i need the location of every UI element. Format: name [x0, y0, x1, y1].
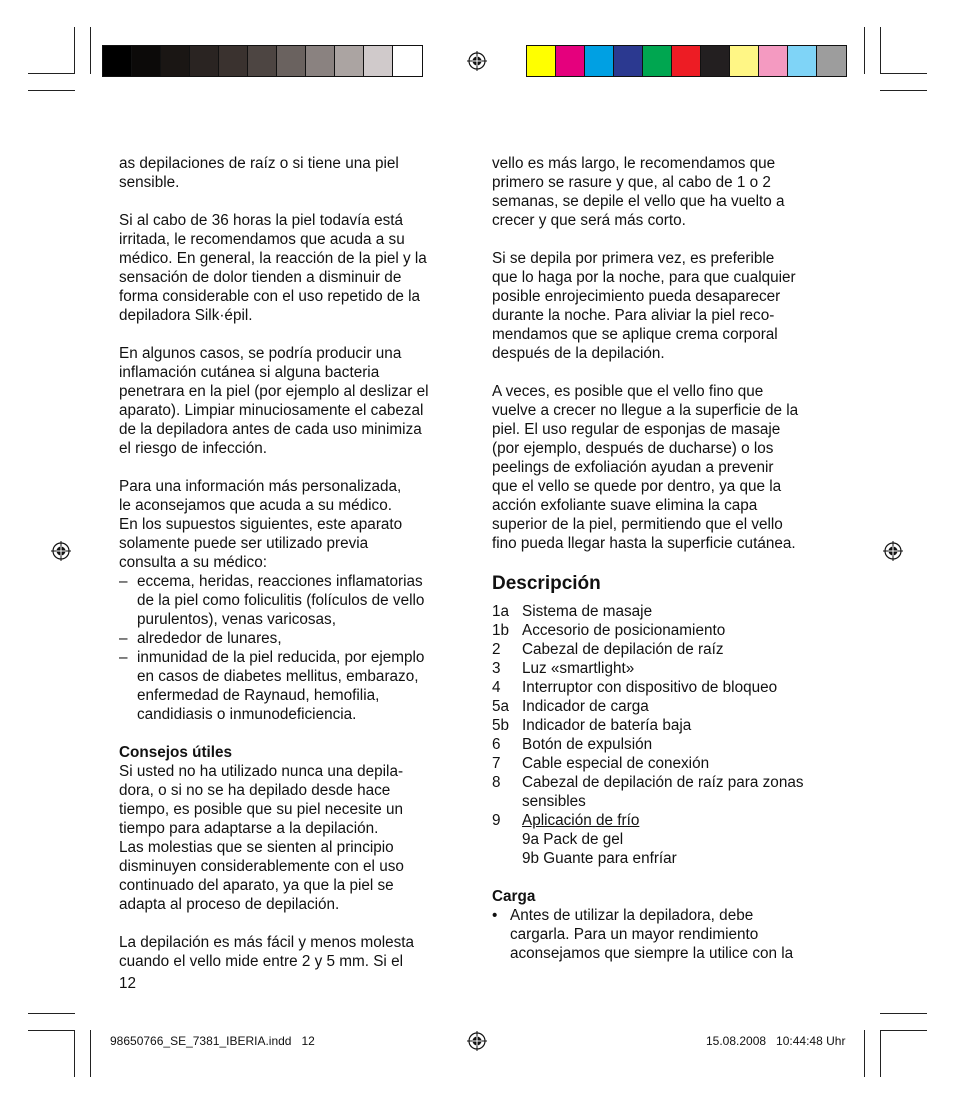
paragraph: [492, 154, 837, 230]
text-line: continuado del aparato, ya que la piel se: [119, 877, 394, 894]
color-swatch: [643, 46, 672, 76]
description-item: [492, 754, 837, 773]
color-swatch: [248, 46, 277, 76]
description-item: [492, 773, 837, 811]
left-column: [119, 154, 464, 971]
crop-mark: [74, 1030, 75, 1077]
text-line: crecer y que será más corto.: [492, 212, 686, 229]
footer-datetime: 15.08.2008 10:44:48 Uhr: [706, 1034, 846, 1048]
paragraph: [119, 344, 464, 458]
text-line: posible enrojecimiento pueda desaparecer: [492, 288, 781, 305]
text-line: superior de la piel, permitiendo que el vello: [492, 516, 783, 533]
crop-mark: [90, 1030, 91, 1077]
text-line: sensibles: [522, 793, 586, 810]
color-swatch: [103, 46, 132, 76]
item-number: 5a: [492, 698, 510, 715]
grayscale-color-bar: [102, 45, 423, 77]
footer-file-info: 98650766_SE_7381_IBERIA.indd 12: [110, 1034, 315, 1048]
text-line: A veces, es posible que el vello fino que: [492, 383, 764, 400]
crop-mark: [28, 73, 75, 74]
dash-item-text: [137, 648, 464, 724]
description-item: [492, 716, 837, 735]
text-line: eccema, heridas, reacciones inflamatorias: [137, 573, 423, 590]
crop-mark: [880, 1030, 927, 1031]
registration-mark-icon: [467, 51, 487, 71]
color-swatch: [556, 46, 585, 76]
crop-mark: [880, 90, 927, 91]
text-line: de la depiladora antes de cada uso minimiza: [119, 421, 422, 438]
item-label: [522, 659, 634, 678]
text-line: en casos de diabetes mellitus, embarazo,: [137, 668, 419, 685]
right-column: [492, 154, 837, 963]
page-number: 12: [119, 975, 137, 992]
bullet-item-text: [510, 906, 837, 963]
crop-mark: [880, 1030, 881, 1077]
dash-item-text: [137, 629, 464, 648]
text-line: (por ejemplo, después de ducharse) o los: [492, 440, 774, 457]
color-swatch: [393, 46, 422, 76]
description-item: [492, 811, 837, 830]
crop-mark: [90, 27, 91, 74]
paragraph: [119, 211, 464, 325]
color-swatch: [585, 46, 614, 76]
text-line: el riesgo de infección.: [119, 440, 267, 457]
text-line: Para una información más personalizada,: [119, 478, 402, 495]
color-swatch: [132, 46, 161, 76]
text-line: semanas, se depile el vello que ha vuelto a: [492, 193, 785, 210]
paragraph: [492, 382, 837, 553]
crop-mark: [28, 90, 75, 91]
text-line: candidiasis o inmunodeficiencia.: [137, 706, 357, 723]
charge-heading: Carga: [492, 888, 536, 905]
bullet-marker: •: [492, 907, 498, 924]
description-item: [492, 678, 837, 697]
text-line: de la piel como foliculitis (folículos de vello: [137, 592, 425, 609]
text-line: forma considerable con el uso repetido de la: [119, 288, 421, 305]
text-line: piel. El uso regular de esponjas de masaje: [492, 421, 781, 438]
item-label: [522, 602, 652, 621]
crop-mark: [28, 1030, 75, 1031]
text-line: solamente puede ser utilizado previa: [119, 535, 369, 552]
tips-heading: Consejos útiles: [119, 744, 233, 761]
dash-item-text: [137, 572, 464, 629]
text-line: Indicador de carga: [522, 698, 649, 715]
color-swatch: [190, 46, 219, 76]
item-number: 8: [492, 774, 501, 791]
description-item: [492, 697, 837, 716]
dash-list: [119, 572, 464, 724]
text-line: Aplicación de frío: [522, 812, 640, 829]
item-label: [522, 754, 709, 773]
color-swatch: [614, 46, 643, 76]
text-line: as depilaciones de raíz o si tiene una piel: [119, 155, 399, 172]
text-line: En los supuestos siguientes, este aparato: [119, 516, 403, 533]
sub-item: 9a Pack de gel: [522, 831, 624, 848]
text-line: Antes de utilizar la depiladora, debe: [510, 907, 754, 924]
text-line: cuando el vello mide entre 2 y 5 mm. Si el: [119, 953, 403, 970]
text-line: cargarla. Para un mayor rendimiento: [510, 926, 759, 943]
text-line: disminuyen considerablemente con el uso: [119, 858, 404, 875]
color-swatch: [335, 46, 364, 76]
text-line: vello es más largo, le recomendamos que: [492, 155, 776, 172]
color-swatch: [364, 46, 393, 76]
text-line: penetrara en la piel (por ejemplo al deslizar el: [119, 383, 429, 400]
item-number: 9: [492, 812, 501, 829]
crop-mark: [864, 27, 865, 74]
text-line: mendamos que se aplique crema corporal: [492, 326, 778, 343]
text-line: Cable especial de conexión: [522, 755, 710, 772]
text-line: sensación de dolor tienden a disminuir de: [119, 269, 402, 286]
text-line: purulentos), venas varicosas,: [137, 611, 336, 628]
item-number: 1a: [492, 603, 510, 620]
dash-list-item: [119, 572, 464, 629]
bullet-list-item: [492, 906, 837, 963]
process-color-bar: [526, 45, 847, 77]
crop-mark: [74, 27, 75, 74]
text-line: fino pueda llegar hasta la superficie cutánea.: [492, 535, 796, 552]
item-number: 5b: [492, 717, 510, 734]
text-line: Si usted no ha utilizado nunca una depila-: [119, 763, 404, 780]
text-line: que el vello se quede por dentro, ya que la: [492, 478, 782, 495]
item-label: [522, 697, 649, 716]
text-line: Si al cabo de 36 horas la piel todavía está: [119, 212, 404, 229]
color-swatch: [672, 46, 701, 76]
text-line: dora, o si no se ha depilado desde hace: [119, 782, 391, 799]
item-label: [522, 621, 725, 640]
text-line: Si se depila por primera vez, es preferible: [492, 250, 775, 267]
text-line: inflamación cutánea si alguna bacteria: [119, 364, 380, 381]
text-line: alrededor de lunares,: [137, 630, 282, 647]
description-item: [492, 621, 837, 640]
text-line: Botón de expulsión: [522, 736, 653, 753]
text-line: Las molestias que se sienten al principio: [119, 839, 394, 856]
color-swatch: [701, 46, 730, 76]
color-swatch: [759, 46, 788, 76]
text-line: peelings de exfoliación ayudan a prevenir: [492, 459, 774, 476]
color-swatch: [730, 46, 759, 76]
text-line: Indicador de batería baja: [522, 717, 692, 734]
item-label: [522, 811, 639, 830]
text-line: aconsejamos que siempre la utilice con la: [510, 945, 794, 962]
dash-list-item: [119, 629, 464, 648]
item-number: 2: [492, 641, 501, 658]
item-number: 6: [492, 736, 501, 753]
item-label: [522, 773, 803, 811]
color-swatch: [161, 46, 190, 76]
text-line: aparato). Limpiar minuciosamente el cabezal: [119, 402, 424, 419]
description-item: [492, 602, 837, 621]
text-line: tiempo para adaptarse a la depilación.: [119, 820, 379, 837]
color-swatch: [817, 46, 846, 76]
item-label: [522, 640, 724, 659]
crop-mark: [880, 73, 927, 74]
crop-mark: [28, 1013, 75, 1014]
text-line: Accesorio de posicionamiento: [522, 622, 726, 639]
crop-mark: [880, 27, 881, 74]
text-line: irritada, le recomendamos que acuda a su: [119, 231, 405, 248]
text-line: vuelve a crecer no llegue a la superficie de la: [492, 402, 799, 419]
description-item: [492, 659, 837, 678]
dash-list-item: [119, 648, 464, 724]
text-line: durante la noche. Para aliviar la piel reco-: [492, 307, 775, 324]
text-line: Luz «smartlight»: [522, 660, 635, 677]
sub-item: 9b Guante para enfríar: [522, 850, 677, 867]
color-swatch: [788, 46, 817, 76]
item-number: 4: [492, 679, 501, 696]
text-line: tiempo, es posible que su piel necesite un: [119, 801, 404, 818]
crop-mark: [880, 1013, 927, 1014]
text-line: acción exfoliante suave elimina la capa: [492, 497, 758, 514]
registration-mark-icon: [883, 541, 903, 561]
description-heading: Descripción: [492, 573, 601, 594]
text-line: Cabezal de depilación de raíz: [522, 641, 724, 658]
paragraph: [119, 762, 464, 914]
description-item: [492, 640, 837, 659]
text-line: La depilación es más fácil y menos molesta: [119, 934, 415, 951]
item-number: 1b: [492, 622, 510, 639]
text-line: médico. En general, la reacción de la piel y la: [119, 250, 427, 267]
paragraph: [119, 933, 464, 971]
text-line: En algunos casos, se podría producir una: [119, 345, 402, 362]
item-label: [522, 678, 777, 697]
crop-mark: [864, 1030, 865, 1077]
dash-marker: –: [119, 630, 128, 647]
paragraph: [119, 477, 464, 572]
dash-marker: –: [119, 573, 128, 590]
color-swatch: [527, 46, 556, 76]
text-line: primero se rasure y que, al cabo de 1 o 2: [492, 174, 771, 191]
item-label: [522, 735, 652, 754]
color-swatch: [277, 46, 306, 76]
text-line: Sistema de masaje: [522, 603, 653, 620]
color-swatch: [306, 46, 335, 76]
text-line: Interruptor con dispositivo de bloqueo: [522, 679, 778, 696]
text-line: que lo haga por la noche, para que cualquier: [492, 269, 796, 286]
item-number: 3: [492, 660, 501, 677]
text-line: Cabezal de depilación de raíz para zonas: [522, 774, 804, 791]
text-line: consulta a su médico:: [119, 554, 267, 571]
color-swatch: [219, 46, 248, 76]
text-line: sensible.: [119, 174, 180, 191]
dash-marker: –: [119, 649, 128, 666]
paragraph: [119, 154, 464, 192]
registration-mark-icon: [51, 541, 71, 561]
description-item: [492, 735, 837, 754]
text-line: le aconsejamos que acuda a su médico.: [119, 497, 392, 514]
text-line: depiladora Silk·épil.: [119, 307, 253, 324]
item-number: 7: [492, 755, 501, 772]
description-list: [492, 602, 837, 830]
item-label: [522, 716, 691, 735]
text-line: enfermedad de Raynaud, hemofilia,: [137, 687, 380, 704]
registration-mark-icon: [467, 1031, 487, 1051]
paragraph: [492, 249, 837, 363]
text-line: adapta al proceso de depilación.: [119, 896, 340, 913]
text-line: inmunidad de la piel reducida, por ejemplo: [137, 649, 425, 666]
text-line: después de la depilación.: [492, 345, 665, 362]
